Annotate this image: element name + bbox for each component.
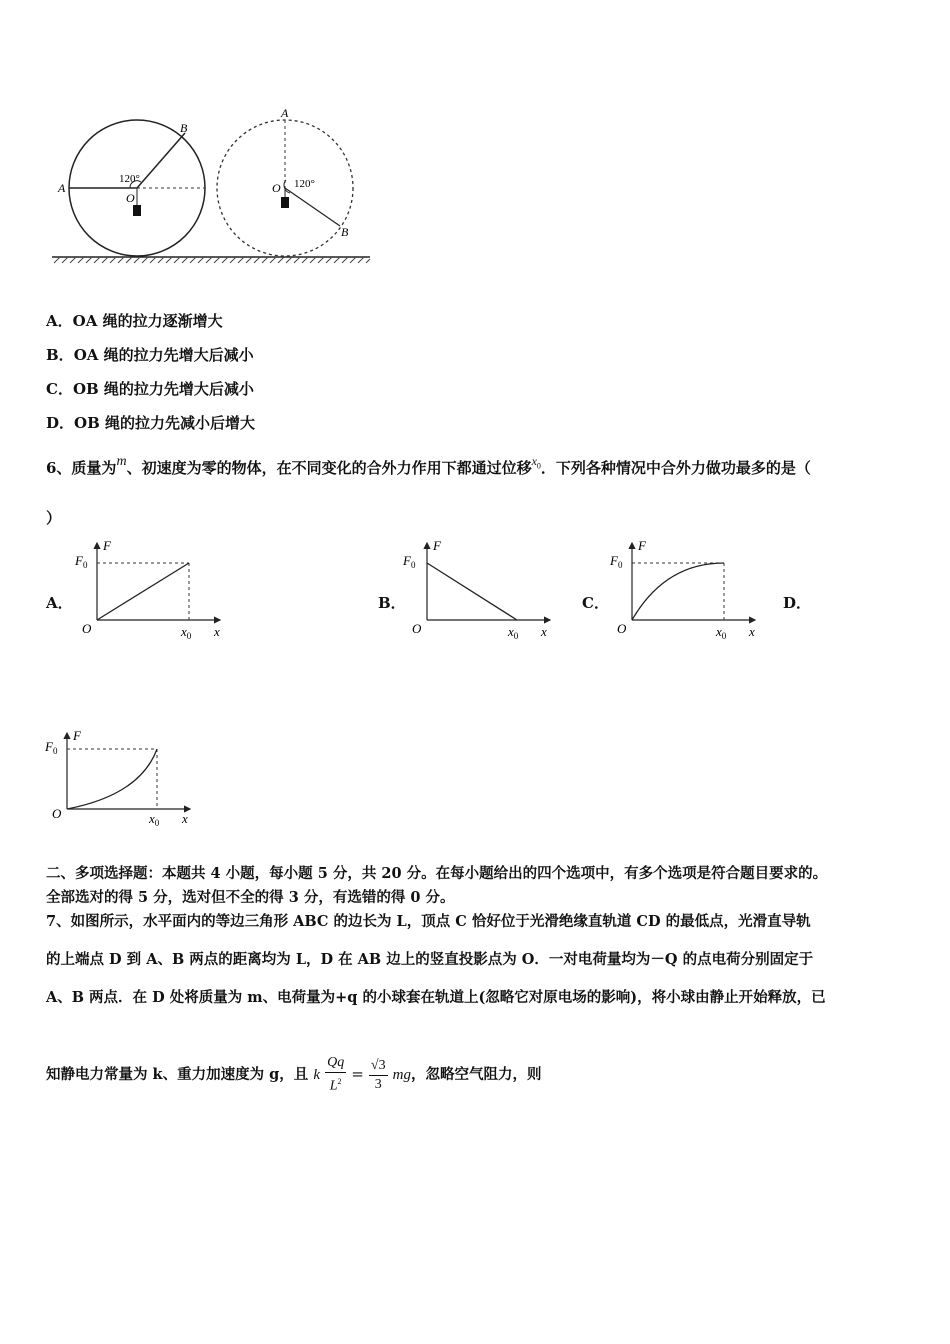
svg-text:x0: $x_0$ <box>508 624 519 641</box>
label-O-right: O <box>272 181 281 195</box>
label-angle-right: 120° <box>294 178 315 190</box>
label-A-right: A <box>281 106 289 120</box>
q7-line1: 7、如图所示，水平面内的等边三角形 ABC 的边长为 L，顶点 C 恰好位于光滑绝缘直轨道 CD 的最低点，光滑直导轨 <box>46 913 811 930</box>
formula-frac1: $\frac{Qq}{L^2}$ <box>327 1055 345 1094</box>
svg-text:F: F <box>103 538 111 553</box>
formula-mg: mg <box>392 1067 411 1083</box>
svg-text:x: x <box>214 624 220 639</box>
label-B-right: B <box>341 225 349 239</box>
svg-text:O: O <box>617 621 627 636</box>
section2-line1: 二、多项选择题：本题共 4 小题，每小题 5 分，共 20 分。在每小题给出的四个选项中，有多个选项是符合题目要求的。 <box>46 865 828 882</box>
svg-text:F0: $F_0$ <box>403 553 416 570</box>
q6-stem: 6、质量为m、初速度为零的物体，在不同变化的合外力作用下都通过位移$^{x_0}$．下列各种情况中合外力做功最多的是（ <box>46 454 811 477</box>
label-A: A <box>58 181 66 195</box>
svg-text:x0: $x_0$ <box>716 624 727 641</box>
q5-option-b: B．OA 绳的拉力先增大后减小 <box>46 346 254 364</box>
graph-b <box>400 535 565 645</box>
graph-a <box>70 535 235 645</box>
svg-text:O: O <box>412 621 422 636</box>
graph-c <box>605 535 770 645</box>
svg-text:x: x <box>541 624 547 639</box>
label-B: B <box>180 121 188 135</box>
q6-stem-close: ） <box>46 509 62 527</box>
formula-frac2: $\frac{√3}{3}$ <box>370 1057 386 1092</box>
formula-k: k <box>313 1067 321 1083</box>
svg-text:F0: $F_0$ <box>610 553 623 570</box>
svg-text:x0: $x_0$ <box>181 624 192 641</box>
label-O: O <box>126 191 135 205</box>
q7-line3: A、B 两点．在 D 处将质量为 m、电荷量为+q 的小球套在轨道上(忽略它对原电场的影响)，将小球由静止开始释放，已 <box>46 989 826 1006</box>
svg-text:x: x <box>749 624 755 639</box>
q6-option-d-letter: D． <box>783 594 812 612</box>
q7-line4: 知静电力常量为 k、重力加速度为 g，且 k $\frac{Qq}{L^2}$ = $\frac{√3}{3}$ mg，忽略空气阻力，则 <box>46 1055 542 1094</box>
svg-text:x: x <box>182 811 188 826</box>
q6-option-b-letter: B． <box>378 594 406 612</box>
svg-text:O: O <box>82 621 92 636</box>
section2-line2: 全部选对的得 5 分，选对但不全的得 3 分，有选错的得 0 分。 <box>46 889 455 906</box>
svg-text:F0: $F_0$ <box>45 739 58 756</box>
svg-text:F: F <box>433 538 441 553</box>
circle-rope-figure <box>40 100 380 270</box>
q6-option-a-letter: A． <box>46 594 73 612</box>
q5-option-d: D．OB 绳的拉力先减小后增大 <box>46 414 255 432</box>
q5-option-c: C．OB 绳的拉力先增大后减小 <box>46 380 254 398</box>
q7-line2: 的上端点 D 到 A、B 两点的距离均为 L，D 在 AB 边上的竖直投影点为 O．一对电荷量均为－Q 的点电荷分别固定于 <box>46 951 814 968</box>
label-angle: 120° <box>119 173 140 185</box>
svg-text:F0: $F_0$ <box>75 553 88 570</box>
q5-option-a: A．OA 绳的拉力逐渐增大 <box>46 312 223 330</box>
svg-text:x0: $x_0$ <box>149 811 160 828</box>
svg-text:O: O <box>52 806 62 821</box>
svg-text:F: F <box>638 538 646 553</box>
graph-d <box>40 725 205 835</box>
q6-option-c-letter: C． <box>582 594 609 612</box>
svg-text:F: F <box>73 728 81 743</box>
